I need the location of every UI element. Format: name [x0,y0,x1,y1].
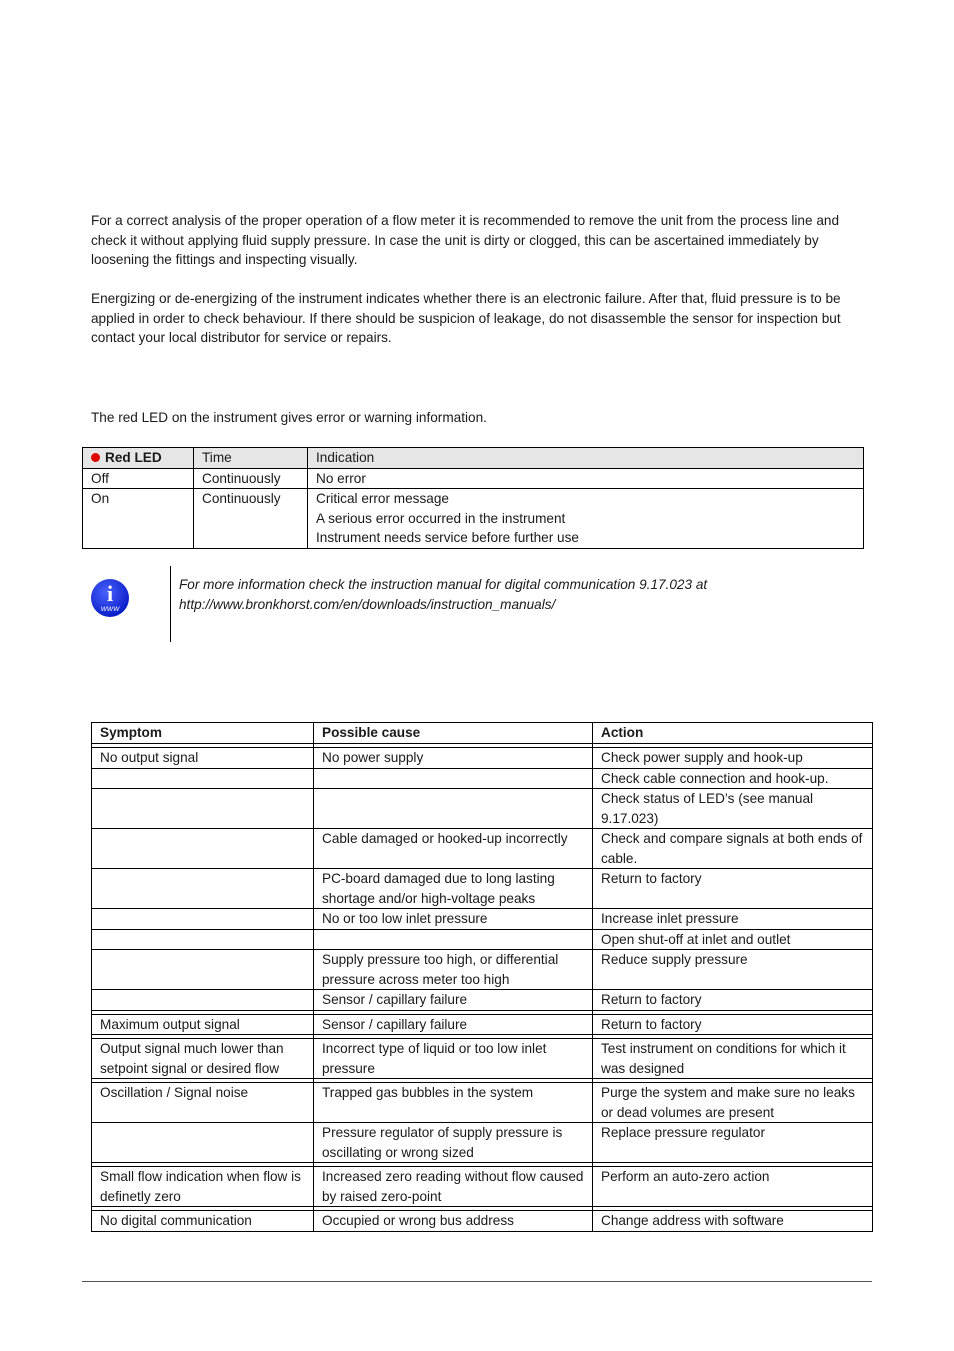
time-header-cell: Time [194,448,308,469]
intro-paragraph-2: Energizing or de-energizing of the instrument indicates whether there is an electronic failure. After that, fluid pressure is to be applied in order to check behaviour. If there should be suspicion of leakage, do not disassemble the sensor for inspection but contact your local distributor for service or repairs. [91,291,841,345]
cause-cell: Sensor / capillary failure [314,1014,593,1035]
cause-cell: Increased zero reading without flow caused by raised zero-point [314,1167,593,1207]
intro-paragraph-1: For a correct analysis of the proper operation of a flow meter it is recommended to remove the unit from the process line and check it without applying fluid supply pressure. In case the unit is dirty or clogged, this can be ascertained immediately by loosening the fittings and inspecting visually. [91,213,840,267]
action-cell: Return to factory [593,990,873,1011]
svg-text:i: i [106,581,114,606]
table-row [92,1039,873,1079]
symptom-cell [92,789,314,829]
led-intro-text: The red LED on the instrument gives error or warning information. [91,410,487,425]
table-row [92,789,873,829]
action-cell: Check and compare signals at both ends of cable. [593,829,873,869]
led-indication-cell: Critical error message A serious error occurred in the instrument Instrument needs service before further use [308,489,864,549]
led-time-cell: Continuously [194,468,308,489]
table-row [92,829,873,869]
symptom-cell: No digital communication [92,1211,314,1232]
footer-divider [82,1281,872,1282]
action-cell: Test instrument on conditions for which it was designed [593,1039,873,1079]
symptom-cell: Oscillation / Signal noise [92,1083,314,1123]
cause-cell: No power supply [314,748,593,769]
indication-header-cell: Indication [308,448,864,469]
symptom-cell [92,929,314,950]
table-row [92,929,873,950]
led-state-cell: On [83,489,194,549]
action-cell: Check status of LED’s (see manual 9.17.023) [593,789,873,829]
cause-header: Possible cause [314,723,593,744]
svg-text:WWW: WWW [100,606,120,613]
led-status-table [82,447,864,549]
symptom-cell: Maximum output signal [92,1014,314,1035]
symptom-cell [92,990,314,1011]
cause-cell: Cable damaged or hooked-up incorrectly [314,829,593,869]
symptom-cell: Output signal much lower than setpoint signal or desired flow [92,1039,314,1079]
table-row [92,990,873,1011]
cause-cell: PC-board damaged due to long lasting shortage and/or high-voltage peaks [314,869,593,909]
action-cell: Increase inlet pressure [593,909,873,930]
symptom-cell [92,950,314,990]
led-state-cell: Off [83,468,194,489]
cause-cell: Sensor / capillary failure [314,990,593,1011]
symptom-cell: Small flow indication when flow is definetly zero [92,1167,314,1207]
cause-cell: Pressure regulator of supply pressure is oscillating or wrong sized [314,1123,593,1163]
table-row [92,869,873,909]
led-indication-cell: No error [308,468,864,489]
action-cell: Reduce supply pressure [593,950,873,990]
symptom-cell [92,909,314,930]
cause-cell: No or too low inlet pressure [314,909,593,930]
cause-cell [314,768,593,789]
led-header-cell: Red LED [83,448,194,469]
info-note-text [179,575,859,615]
symptom-cell [92,869,314,909]
action-header: Action [593,723,873,744]
action-cell: Purge the system and make sure no leaks or dead volumes are present [593,1083,873,1123]
cause-cell: Occupied or wrong bus address [314,1211,593,1232]
led-table-row [83,489,864,549]
info-note-line: For more information check the instruction manual for digital communication 9.17.023 at [179,577,708,592]
table-row [92,1211,873,1232]
cause-cell: Trapped gas bubbles in the system [314,1083,593,1123]
action-cell: Replace pressure regulator [593,1123,873,1163]
info-divider [170,566,171,642]
action-cell: Return to factory [593,1014,873,1035]
table-row [92,1014,873,1035]
cause-cell: Supply pressure too high, or differential pressure across meter too high [314,950,593,990]
led-table-header-row [83,448,864,469]
cause-cell [314,789,593,829]
table-row [92,909,873,930]
info-note-url: http://www.bronkhorst.com/en/downloads/instruction_manuals/ [179,597,556,612]
troubleshooting-body [92,744,873,1232]
action-cell: Open shut-off at inlet and outlet [593,929,873,950]
action-cell: Check power supply and hook-up [593,748,873,769]
action-cell: Check cable connection and hook-up. [593,768,873,789]
led-time-cell: Continuously [194,489,308,549]
troubleshooting-table [91,722,873,1232]
symptom-cell [92,829,314,869]
table-row [92,1123,873,1163]
action-cell: Return to factory [593,869,873,909]
symptom-cell: No output signal [92,748,314,769]
action-cell: Perform an auto-zero action [593,1167,873,1207]
table-row [92,1167,873,1207]
red-led-dot-icon [91,453,100,462]
troubleshooting-header-row [92,723,873,744]
symptom-cell [92,1123,314,1163]
table-row [92,950,873,990]
table-row [92,748,873,769]
cause-cell: Incorrect type of liquid or too low inlet pressure [314,1039,593,1079]
table-row [92,768,873,789]
action-cell: Change address with software [593,1211,873,1232]
cause-cell [314,929,593,950]
led-table-row [83,468,864,489]
info-www-icon [90,578,130,618]
symptom-header: Symptom [92,723,314,744]
table-row [92,1083,873,1123]
symptom-cell [92,768,314,789]
